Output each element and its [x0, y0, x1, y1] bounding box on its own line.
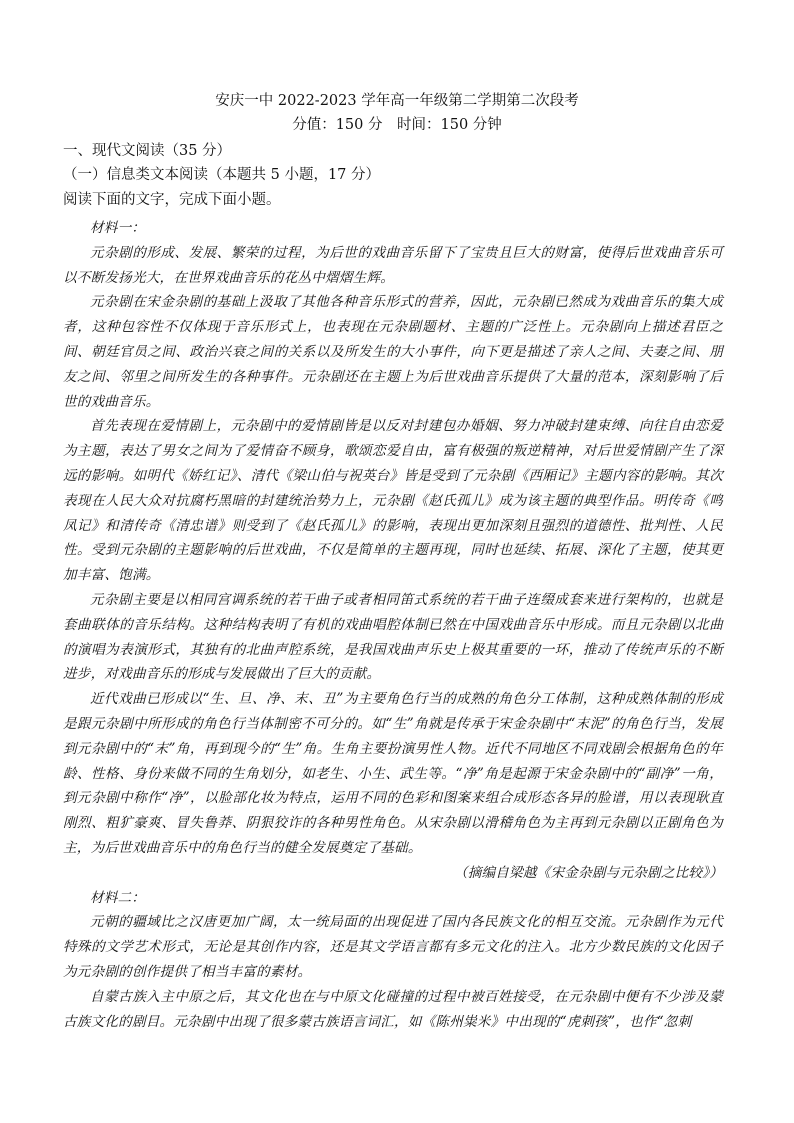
material1-paragraph: 元杂剧主要是以相同宫调系统的若干曲子或者相同笛式系统的若干曲子连缀成套来进行架构的，也就是套曲联体的音乐结构。这种结构表明了有机的戏曲唱腔体制已然在中国戏曲音乐中形成。而且元杂剧以北曲的演唱为表演形式，其独有的北曲声腔系统，是我国戏曲声乐史上极其重要的一环，推动了传统声乐的不断进步，对戏曲音乐的形成与发展做出了巨大的贡献。 [63, 591, 723, 683]
material2-paragraph: 元朝的疆域比之汉唐更加广阔，太一统局面的出现促进了国内各民族文化的相互交流。元杂剧作为元代特殊的文学艺术形式，无论是其创作内容，还是其文学语言都有多元文化的注入。北方少数民族的文化因子为元杂剧的创作提供了相当丰富的素材。 [63, 914, 723, 980]
exam-title: 安庆一中 2022-2023 学年高一年级第二学期第二次段考 [215, 93, 579, 109]
material1-paragraph: 首先表现在爱情剧上，元杂剧中的爱情剧皆是以反对封建包办婚姻、努力冲破封建束缚、向往自由恋爱为主题，表达了男女之间为了爱情奋不顾身，歌颂恋爱自由，富有极强的叛逆精神，对后世爱情剧产生了深远的影响。如明代《娇红记》、清代《梁山伯与祝英台》皆是受到了元杂剧《西厢记》主题内容的影响。其次表现在人民大众对抗腐朽黑暗的封建统治势力上，元杂剧《赵氏孤儿》成为该主题的典型作品。明传奇《鸣凤记》和清传奇《清忠谱》则受到了《赵氏孤儿》的影响，表现出更加深刻且强烈的道德性、批判性、人民性。受到元杂剧的主题影响的后世戏曲，不仅是简单的主题再现，同时也延续、拓展、深化了主题，使其更加丰富、饱满。 [63, 418, 723, 584]
material1-paragraph: 近代戏曲已形成以“生、旦、净、末、丑”为主要角色行当的成熟的角色分工体制，这种成熟体制的形成是跟元杂剧中所形成的角色行当体制密不可分的。如“生”角就是传承于宋金杂剧中“末泥”的角色行当，发展到元杂剧中的“末”角，再到现今的“生”角。生角主要扮演男性人物。近代不同地区不同戏剧会根据角色的年龄、性格、身份来做不同的生角划分，如老生、小生、武生等。“净”角是起源于宋金杂剧中的“副净”一角，到元杂剧中称作“净”，以脸部化妆为特点，运用不同的色彩和图案来组合成形态各异的脸谱，用以表现耿直刚烈、粗犷豪爽、冒失鲁莽、阴狠狡诈的各种男性角色。从宋杂剧以滑稽角色为主再到元杂剧以正剧角色为主，为后世戏曲音乐中的角色行当的健全发展奠定了基础。 [63, 691, 723, 856]
material2-label: 材料二： [90, 889, 146, 906]
exam-subtitle: 分值：150 分 时间：150 分钟 [292, 117, 502, 133]
material1-source: （摘编自梁越《宋金杂剧与元杂剧之比较》） [453, 864, 723, 881]
part-heading: 一、现代文阅读（35 分） [63, 143, 232, 159]
material2-paragraph: 自蒙古族入主中原之后，其文化也在与中原文化碰撞的过程中被百姓接受，在元杂剧中便有不少涉及蒙古族文化的剧目。元杂剧中出现了很多蒙古族语言词汇，如《陈州粜米》中出现的“虎刺孩”，也作“忽刺 [63, 988, 723, 1030]
material1-paragraph: 元杂剧的形成、发展、繁荣的过程，为后世的戏曲音乐留下了宝贵且巨大的财富，使得后世戏曲音乐可以不断发扬光大，在世界戏曲音乐的花丛中熠熠生辉。 [63, 244, 723, 286]
material1-label: 材料一： [90, 220, 146, 236]
reading-passage [63, 216, 723, 1034]
material1-paragraph: 元杂剧在宋金杂剧的基础上汲取了其他各种音乐形式的营养，因此，元杂剧已然成为戏曲音乐的集大成者，这种包容性不仅体现于音乐形式上，也表现在元杂剧题材、主题的广泛性上。元杂剧向上描述君臣之间、朝廷官员之间、政治兴衰之间的关系以及所发生的大小事件，向下更是描述了亲人之间、夫妻之间、朋友之间、邻里之间所发生的各种事件。元杂剧还在主题上为后世戏曲音乐提供了大量的范本，深刻影响了后世的戏曲音乐。 [63, 294, 723, 410]
subpart-heading: （一）信息类文本阅读（本题共 5 小题，17 分） [63, 167, 381, 183]
instruction-text: 阅读下面的文字，完成下面小题。 [63, 192, 281, 208]
